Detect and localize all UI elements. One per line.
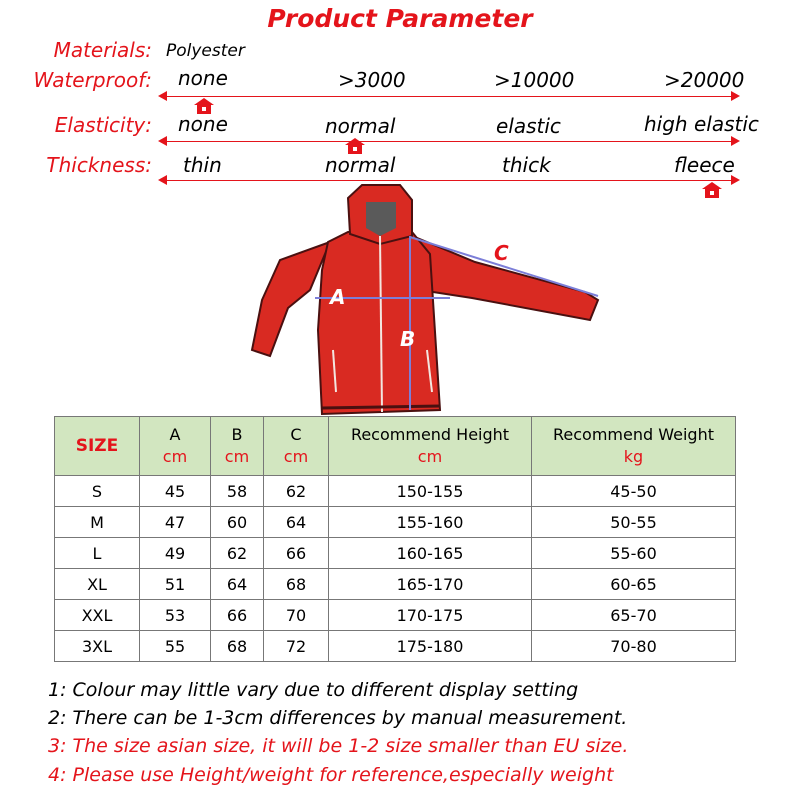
- cell-a: 45: [140, 476, 211, 507]
- cell-weight: 50-55: [532, 507, 736, 538]
- cell-c: 62: [264, 476, 329, 507]
- header-c: C cm: [264, 417, 329, 476]
- cell-c: 68: [264, 569, 329, 600]
- materials-label: Materials:: [53, 38, 152, 62]
- measure-label-a: A: [330, 285, 346, 309]
- cell-height: 160-165: [329, 538, 532, 569]
- table-header-row: [55, 417, 736, 476]
- size-chart-table: [54, 416, 736, 662]
- table-row: [55, 569, 736, 600]
- note-2: 2: There can be 1-3cm differences by manual measurement.: [48, 707, 628, 729]
- cell-height: 165-170: [329, 569, 532, 600]
- thickness-label: Thickness:: [46, 153, 152, 177]
- cell-b: 58: [211, 476, 264, 507]
- waterproof-label: Waterproof:: [33, 68, 152, 92]
- cell-c: 70: [264, 600, 329, 631]
- cell-size: XXL: [55, 600, 140, 631]
- cell-a: 47: [140, 507, 211, 538]
- thickness-selected-marker-icon: [702, 182, 722, 198]
- elasticity-option-4: high elastic: [644, 112, 759, 136]
- cell-a: 55: [140, 631, 211, 662]
- elasticity-scale-arrow: [160, 141, 738, 142]
- table-row: [55, 507, 736, 538]
- note-4: 4: Please use Height/weight for reference,especially weight: [48, 764, 614, 786]
- header-b: B cm: [211, 417, 264, 476]
- waterproof-option-1: none: [178, 66, 228, 90]
- cell-height: 150-155: [329, 476, 532, 507]
- cell-weight: 55-60: [532, 538, 736, 569]
- jacket-illustration: [240, 180, 620, 420]
- cell-height: 155-160: [329, 507, 532, 538]
- cell-size: L: [55, 538, 140, 569]
- elasticity-option-1: none: [178, 112, 228, 136]
- table-row: [55, 631, 736, 662]
- waterproof-option-2: >3000: [338, 68, 406, 92]
- table-row: [55, 538, 736, 569]
- thickness-option-3: thick: [502, 153, 551, 177]
- cell-weight: 45-50: [532, 476, 736, 507]
- cell-b: 68: [211, 631, 264, 662]
- elasticity-marker-icon: [345, 138, 365, 154]
- header-recommend-weight: Recommend Weight kg: [532, 417, 736, 476]
- waterproof-option-4: >20000: [664, 68, 745, 92]
- thickness-option-4: fleece: [674, 153, 735, 177]
- header-recommend-height: Recommend Height cm: [329, 417, 532, 476]
- cell-weight: 70-80: [532, 631, 736, 662]
- cell-height: 170-175: [329, 600, 532, 631]
- cell-b: 60: [211, 507, 264, 538]
- cell-c: 66: [264, 538, 329, 569]
- elasticity-option-2: normal: [325, 114, 396, 138]
- note-1: 1: Colour may little vary due to different display setting: [48, 679, 579, 701]
- elasticity-label: Elasticity:: [54, 113, 152, 137]
- header-a: A cm: [140, 417, 211, 476]
- cell-c: 64: [264, 507, 329, 538]
- measure-label-c: C: [494, 241, 509, 265]
- cell-size: S: [55, 476, 140, 507]
- cell-b: 62: [211, 538, 264, 569]
- cell-size: M: [55, 507, 140, 538]
- cell-b: 64: [211, 569, 264, 600]
- materials-value: Polyester: [166, 41, 245, 61]
- waterproof-scale-arrow: [160, 96, 738, 97]
- cell-c: 72: [264, 631, 329, 662]
- cell-weight: 65-70: [532, 600, 736, 631]
- cell-a: 49: [140, 538, 211, 569]
- cell-a: 53: [140, 600, 211, 631]
- waterproof-option-3: >10000: [494, 68, 575, 92]
- cell-size: 3XL: [55, 631, 140, 662]
- elasticity-option-3: elastic: [496, 114, 561, 138]
- note-3: 3: The size asian size, it will be 1-2 size smaller than EU size.: [48, 735, 629, 757]
- cell-height: 175-180: [329, 631, 532, 662]
- thickness-option-1: thin: [183, 153, 222, 177]
- cell-b: 66: [211, 600, 264, 631]
- page-title: Product Parameter: [267, 4, 533, 33]
- cell-size: XL: [55, 569, 140, 600]
- table-row: [55, 600, 736, 631]
- measure-label-b: B: [400, 327, 416, 351]
- table-row: [55, 476, 736, 507]
- cell-a: 51: [140, 569, 211, 600]
- header-size: SIZE: [55, 417, 140, 476]
- cell-weight: 60-65: [532, 569, 736, 600]
- thickness-option-2: normal: [325, 153, 396, 177]
